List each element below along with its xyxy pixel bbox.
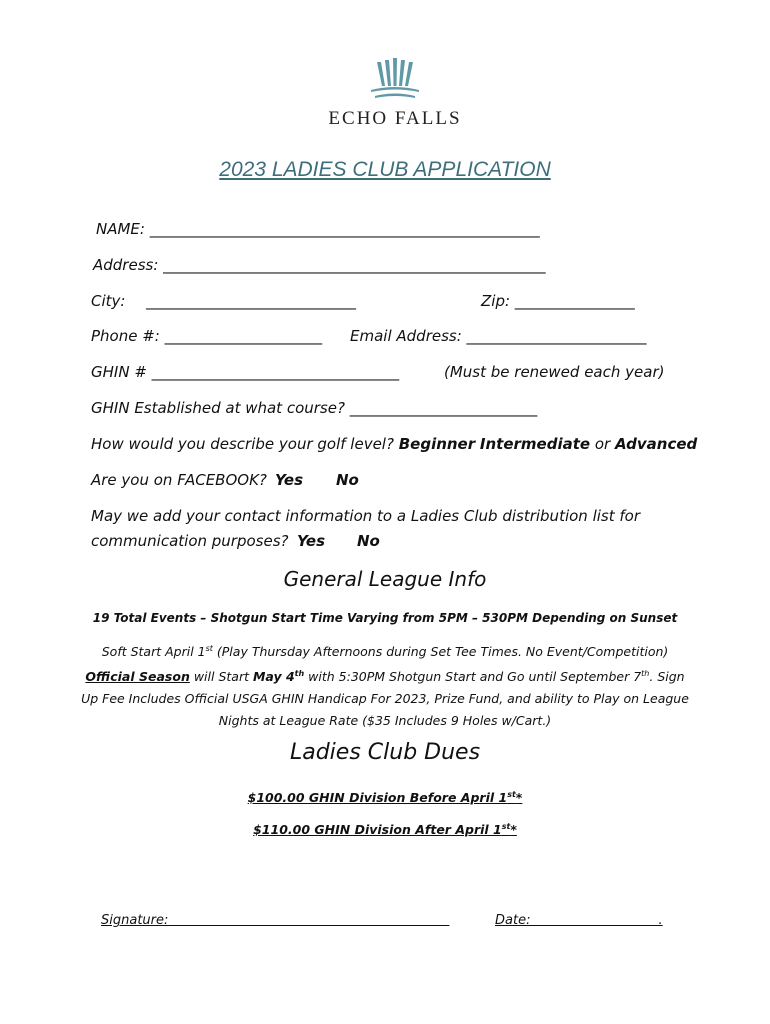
level-intermediate-option[interactable]: Intermediate <box>479 435 591 453</box>
golf-level-label: How would you describe your golf level? <box>91 435 394 453</box>
league-events-line: 19 Total Events – Shotgun Start Time Varying from 5PM – 530PM Depending on Sunset <box>92 611 678 625</box>
league-info-heading: General League Info <box>283 567 487 591</box>
dues-after-line: $110.00 GHIN Division After April 1st* <box>253 822 517 838</box>
address-field[interactable]: Address: ___________________________________________________ <box>93 256 546 274</box>
logo-wordmark: ECHO FALLS <box>328 108 462 129</box>
level-or-text: or <box>594 435 611 453</box>
ghin-renewal-note: (Must be renewed each year) <box>444 363 665 381</box>
soft-start-line: Soft Start April 1st (Play Thursday Afternoons during Set Tee Times. No Event/Competition) <box>101 644 669 660</box>
name-field[interactable]: NAME: ____________________________________________________ <box>96 220 540 238</box>
official-season-line: Official Season will Start May 4th with 5:30PM Shotgun Start and Go until September 7th. Sign <box>85 669 685 685</box>
level-advanced-option[interactable]: Advanced <box>615 435 698 453</box>
facebook-question: Are you on FACEBOOK? <box>91 471 267 489</box>
signup-fee-line: Up Fee Includes Official USGA GHIN Handicap For 2023, Prize Fund, and ability to Play on League <box>81 691 689 707</box>
league-info-paragraph <box>70 638 700 732</box>
city-label: City: <box>91 292 126 310</box>
zip-field[interactable]: Zip: ________________ <box>481 292 635 310</box>
level-beginner-option[interactable]: Beginner <box>398 435 476 453</box>
official-season-label: Official Season <box>85 669 190 685</box>
city-field[interactable]: ____________________________ <box>146 292 356 310</box>
distribution-question-line2: communication purposes? <box>91 532 289 550</box>
date-field[interactable]: Date: . <box>495 913 663 928</box>
dues-heading: Ladies Club Dues <box>289 740 481 765</box>
league-rate-line: Nights at League Rate ($35 Includes 9 Holes w/Cart.) <box>218 713 552 729</box>
waterfall-logo-icon <box>365 58 425 102</box>
distribution-no-option[interactable]: No <box>357 532 380 550</box>
dues-before-line: $100.00 GHIN Division Before April 1st* <box>247 790 523 806</box>
ghin-field[interactable]: GHIN # _________________________________ <box>91 363 400 381</box>
signature-field[interactable]: Signature: <box>101 913 450 928</box>
echo-falls-logo <box>300 58 490 138</box>
golf-level-question <box>91 435 697 453</box>
page-title: 2023 LADIES CLUB APPLICATION <box>219 158 551 181</box>
ghin-course-field[interactable]: GHIN Established at what course? _________________________ <box>91 399 538 417</box>
email-field[interactable]: Email Address: ________________________ <box>350 327 647 345</box>
facebook-no-option[interactable]: No <box>336 471 359 489</box>
phone-field[interactable]: Phone #: _____________________ <box>91 327 323 345</box>
facebook-yes-option[interactable]: Yes <box>275 471 304 489</box>
distribution-yes-option[interactable]: Yes <box>297 532 326 550</box>
distribution-question-line1: May we add your contact information to a Ladies Club distribution list for <box>91 507 640 525</box>
